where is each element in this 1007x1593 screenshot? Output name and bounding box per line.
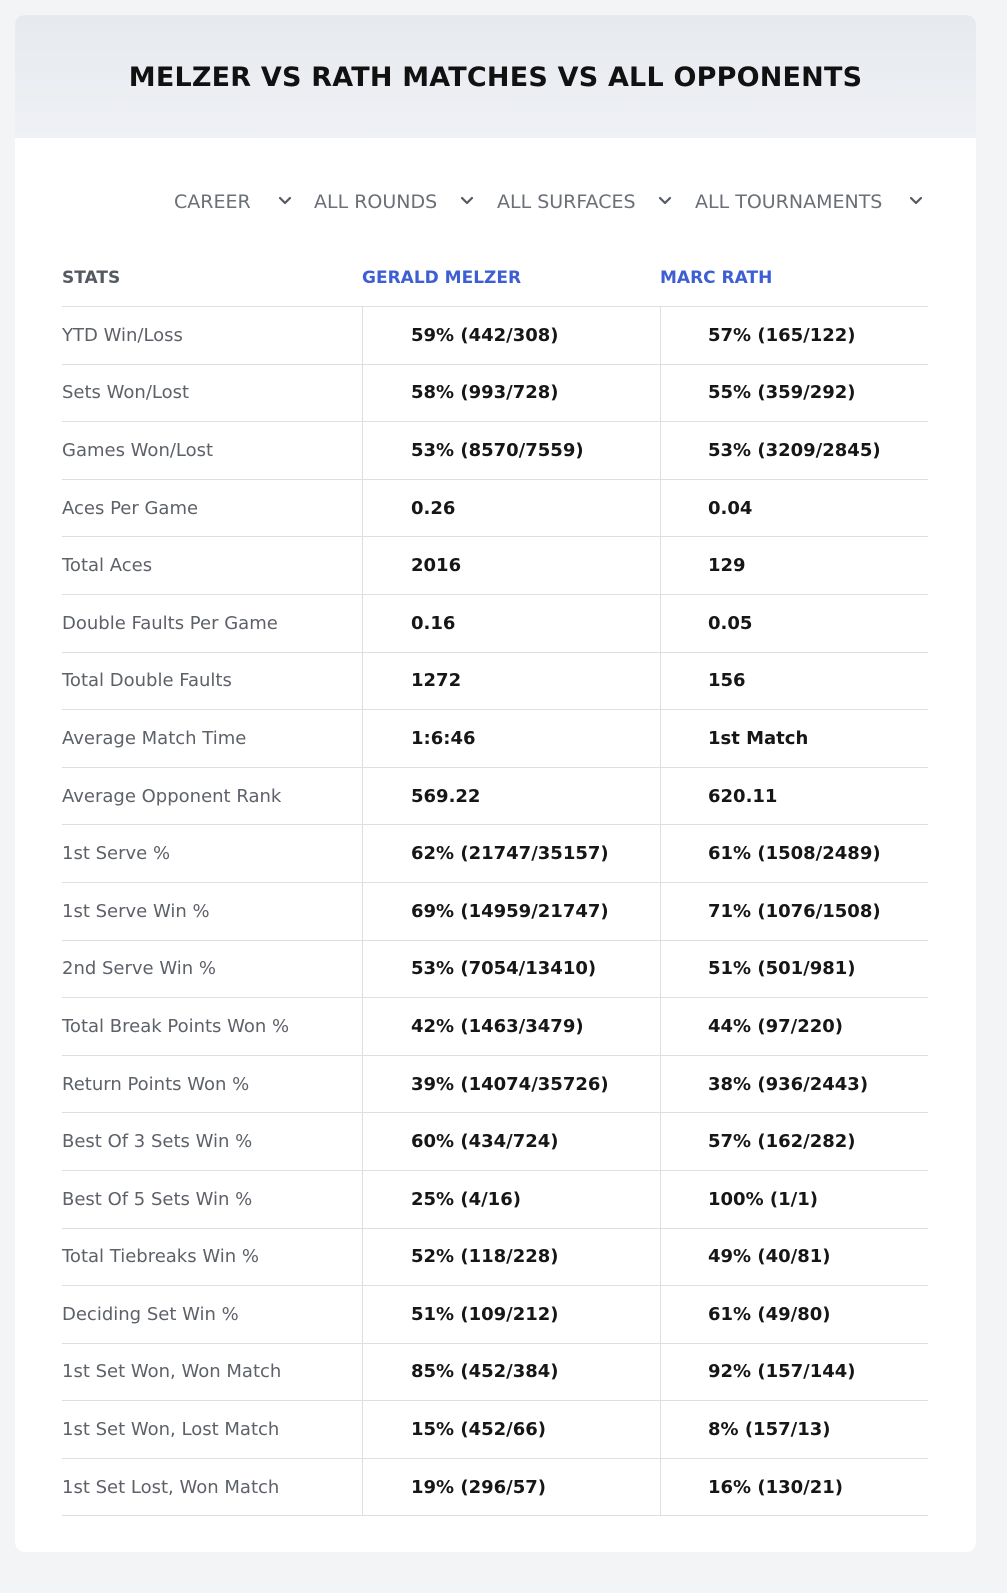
- player1-value-cell: [362, 653, 660, 710]
- table-row: [62, 883, 928, 941]
- stat-label: Average Match Time: [62, 727, 247, 749]
- player2-value: 57% (165/122): [708, 324, 856, 346]
- player1-value: 1:6:46: [411, 727, 476, 749]
- stat-label-cell: [62, 653, 362, 710]
- stat-label-cell: [62, 1229, 362, 1286]
- player2-value: 71% (1076/1508): [708, 900, 881, 922]
- stat-label: 1st Serve %: [62, 843, 171, 865]
- stats-column-header: STATS: [62, 268, 121, 288]
- player2-value-cell: [660, 1056, 928, 1113]
- player1-value-cell: [362, 883, 660, 940]
- player2-value: 49% (40/81): [708, 1246, 831, 1268]
- player1-value: 53% (7054/13410): [411, 958, 597, 980]
- player1-value: 15% (452/66): [411, 1419, 546, 1441]
- stat-label-cell: [62, 1286, 362, 1343]
- player1-value-cell: [362, 998, 660, 1055]
- table-row: [62, 1286, 928, 1344]
- table-row: [62, 768, 928, 826]
- stat-label: Total Break Points Won %: [62, 1015, 290, 1037]
- player2-value-cell: [660, 1113, 928, 1170]
- player2-value: 156: [708, 670, 746, 692]
- player1-value: 39% (14074/35726): [411, 1073, 609, 1095]
- player1-value-cell: [362, 1401, 660, 1458]
- stat-label: 2nd Serve Win %: [62, 958, 216, 980]
- player1-value: 2016: [411, 555, 462, 577]
- table-row: [62, 480, 928, 538]
- table-row: [62, 537, 928, 595]
- player1-value: 69% (14959/21747): [411, 900, 609, 922]
- stat-label: Total Tiebreaks Win %: [62, 1246, 259, 1268]
- player1-value: 52% (118/228): [411, 1246, 559, 1268]
- player1-value: 0.26: [411, 497, 456, 519]
- player1-value-cell: [362, 1459, 660, 1516]
- chevron-down-icon: [460, 196, 474, 206]
- player2-value-cell: [660, 710, 928, 767]
- stats-table: [62, 306, 928, 1516]
- stat-label-cell: [62, 422, 362, 479]
- rounds-filter-label: ALL ROUNDS: [314, 191, 438, 213]
- stat-label: Return Points Won %: [62, 1073, 250, 1095]
- player2-value-cell: [660, 1459, 928, 1516]
- player2-value: 100% (1/1): [708, 1188, 818, 1210]
- player1-value: 62% (21747/35157): [411, 843, 609, 865]
- stat-label: Best Of 3 Sets Win %: [62, 1131, 253, 1153]
- player1-value: 53% (8570/7559): [411, 439, 584, 461]
- stat-label-cell: [62, 307, 362, 364]
- stat-label-cell: [62, 480, 362, 537]
- stat-label-cell: [62, 595, 362, 652]
- player1-value-cell: [362, 1171, 660, 1228]
- table-row: [62, 941, 928, 999]
- player2-value-cell: [660, 365, 928, 422]
- stat-label: 1st Serve Win %: [62, 900, 210, 922]
- player2-value-cell: [660, 825, 928, 882]
- player2-value-cell: [660, 1229, 928, 1286]
- table-row: [62, 1113, 928, 1171]
- player2-value: 8% (157/13): [708, 1419, 831, 1441]
- player2-value-cell: [660, 1171, 928, 1228]
- stat-label-cell: [62, 825, 362, 882]
- stat-label-cell: [62, 1113, 362, 1170]
- table-row: [62, 595, 928, 653]
- stat-label: Double Faults Per Game: [62, 612, 278, 634]
- player1-value: 85% (452/384): [411, 1361, 559, 1383]
- tournaments-filter-label: ALL TOURNAMENTS: [695, 191, 883, 213]
- player1-value: 25% (4/16): [411, 1188, 521, 1210]
- player2-value: 16% (130/21): [708, 1476, 843, 1498]
- player1-column-header[interactable]: GERALD MELZER: [362, 268, 522, 288]
- player2-value: 92% (157/144): [708, 1361, 856, 1383]
- player2-value: 620.11: [708, 785, 778, 807]
- stat-label-cell: [62, 941, 362, 998]
- player2-value: 61% (49/80): [708, 1303, 831, 1325]
- player1-value-cell: [362, 307, 660, 364]
- player2-value: 53% (3209/2845): [708, 439, 881, 461]
- rounds-filter[interactable]: [314, 187, 477, 217]
- player1-value-cell: [362, 1113, 660, 1170]
- player2-value-cell: [660, 998, 928, 1055]
- player1-value-cell: [362, 480, 660, 537]
- player1-value-cell: [362, 1286, 660, 1343]
- filter-bar: [15, 187, 976, 217]
- table-row: [62, 1229, 928, 1287]
- stat-label: Average Opponent Rank: [62, 785, 282, 807]
- player1-value-cell: [362, 768, 660, 825]
- player2-value: 44% (97/220): [708, 1015, 843, 1037]
- player2-value: 129: [708, 555, 746, 577]
- player1-value-cell: [362, 1344, 660, 1401]
- player2-value-cell: [660, 595, 928, 652]
- player1-value-cell: [362, 825, 660, 882]
- stat-label: 1st Set Won, Lost Match: [62, 1419, 280, 1441]
- surfaces-filter[interactable]: [497, 187, 675, 217]
- player2-value: 1st Match: [708, 727, 809, 749]
- player1-value: 42% (1463/3479): [411, 1015, 584, 1037]
- table-row: [62, 422, 928, 480]
- stat-label: 1st Set Lost, Won Match: [62, 1476, 280, 1498]
- stat-label-cell: [62, 537, 362, 594]
- period-filter[interactable]: [174, 187, 294, 217]
- stat-label: Aces Per Game: [62, 497, 199, 519]
- player2-value: 61% (1508/2489): [708, 843, 881, 865]
- table-row: [62, 825, 928, 883]
- player1-value: 1272: [411, 670, 462, 692]
- chevron-down-icon: [658, 196, 672, 206]
- player2-value-cell: [660, 537, 928, 594]
- player2-value: 57% (162/282): [708, 1131, 856, 1153]
- stat-label-cell: [62, 710, 362, 767]
- player2-value-cell: [660, 1344, 928, 1401]
- player2-value-cell: [660, 941, 928, 998]
- player1-value-cell: [362, 537, 660, 594]
- player2-value: 55% (359/292): [708, 382, 856, 404]
- stat-label: Total Aces: [62, 555, 153, 577]
- table-row: [62, 307, 928, 365]
- player1-value: 51% (109/212): [411, 1303, 559, 1325]
- stat-label-cell: [62, 998, 362, 1055]
- player1-value: 0.16: [411, 612, 456, 634]
- table-row: [62, 1056, 928, 1114]
- page-title: MELZER VS RATH MATCHES VS ALL OPPONENTS: [128, 62, 863, 93]
- stat-label: Games Won/Lost: [62, 439, 214, 461]
- stat-label-cell: [62, 1344, 362, 1401]
- player1-value: 59% (442/308): [411, 324, 559, 346]
- player2-value: 0.04: [708, 497, 753, 519]
- stat-label: 1st Set Won, Won Match: [62, 1361, 282, 1383]
- stat-label-cell: [62, 1459, 362, 1516]
- player2-column-header[interactable]: MARC RATH: [660, 268, 773, 288]
- table-row: [62, 710, 928, 768]
- stat-label: Deciding Set Win %: [62, 1303, 239, 1325]
- stat-label-cell: [62, 883, 362, 940]
- table-row: [62, 1401, 928, 1459]
- stat-label: YTD Win/Loss: [62, 324, 183, 346]
- player2-value-cell: [660, 307, 928, 364]
- stats-card: [15, 15, 976, 1552]
- player1-value: 58% (993/728): [411, 382, 559, 404]
- player2-value: 38% (936/2443): [708, 1073, 869, 1095]
- table-row: [62, 1171, 928, 1229]
- player1-value-cell: [362, 365, 660, 422]
- player1-value-cell: [362, 1056, 660, 1113]
- player2-value-cell: [660, 422, 928, 479]
- player1-value-cell: [362, 710, 660, 767]
- player2-value-cell: [660, 480, 928, 537]
- stat-label: Best Of 5 Sets Win %: [62, 1188, 253, 1210]
- player2-value-cell: [660, 883, 928, 940]
- player1-value-cell: [362, 422, 660, 479]
- stat-label-cell: [62, 1171, 362, 1228]
- player2-value-cell: [660, 1401, 928, 1458]
- table-row: [62, 653, 928, 711]
- card-header: [15, 15, 976, 138]
- table-row: [62, 1459, 928, 1517]
- table-row: [62, 365, 928, 423]
- chevron-down-icon: [909, 196, 923, 206]
- player2-value-cell: [660, 1286, 928, 1343]
- player2-value-cell: [660, 768, 928, 825]
- player2-value-cell: [660, 653, 928, 710]
- tournaments-filter[interactable]: [695, 187, 927, 217]
- stat-label-cell: [62, 1056, 362, 1113]
- stat-label-cell: [62, 1401, 362, 1458]
- player2-value: 0.05: [708, 612, 753, 634]
- player1-value-cell: [362, 595, 660, 652]
- player1-value: 569.22: [411, 785, 481, 807]
- period-filter-label: CAREER: [174, 191, 251, 213]
- table-header: [15, 268, 976, 294]
- table-row: [62, 998, 928, 1056]
- table-row: [62, 1344, 928, 1402]
- stat-label: Total Double Faults: [62, 670, 232, 692]
- player1-value-cell: [362, 1229, 660, 1286]
- player1-value: 60% (434/724): [411, 1131, 559, 1153]
- surfaces-filter-label: ALL SURFACES: [497, 191, 636, 213]
- player2-value: 51% (501/981): [708, 958, 856, 980]
- player1-value-cell: [362, 941, 660, 998]
- stat-label: Sets Won/Lost: [62, 382, 190, 404]
- chevron-down-icon: [278, 196, 292, 206]
- stat-label-cell: [62, 768, 362, 825]
- player1-value: 19% (296/57): [411, 1476, 546, 1498]
- stat-label-cell: [62, 365, 362, 422]
